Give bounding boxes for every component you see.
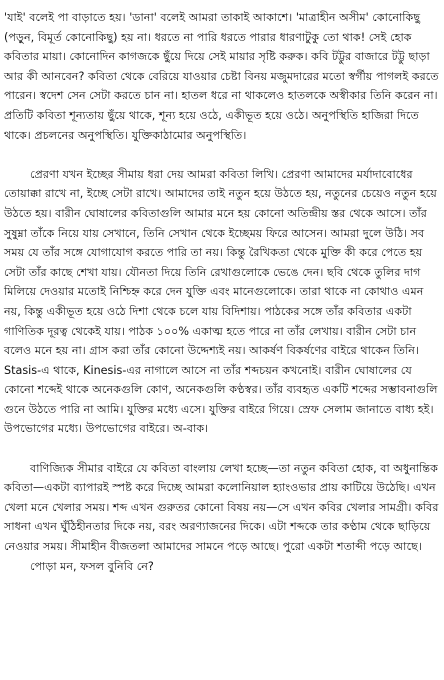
paragraph-4: পোড়া মন, ফসল বুনিবি নে? xyxy=(30,559,154,573)
paragraph-2: প্রেরণা যখন ইচ্ছের সীমায় ধরা দেয় আমরা কবিতা লিখি। প্রেরণা আমাদের মর্যাদাবোধের তোয়াক্কা রাখে না, ইচ্ছে সেটা রাখে। আমাদের তাই নতুন হয়ে উঠতে হয়, নতুনের চেয়েও নতুন হয়ে উঠতে হয়। বারীন ঘোষালের কবিতাগুলি আমার মনে হয় কোনো অতিন্দ্রীয় স্তর থেকে আসে। তাঁর সুষুম্না তাঁকে নিয়ে যায় সেখানে, তিনি সেখান থেকে ইচ্ছেময় ফিরে আসেন। আমরা দুলে উঠি। সব সময় যে তাঁর সঙ্গে যোগাযোগ করতে পারি তা নয়। কিন্তু রৈখিকতা থেকে মুক্তি কী করে পেতে হয় সেটা তাঁর কাছে শেখা যায়। যৌনতা দিয়ে তিনি রেখাগুলোকে ভেঙে দেন। ছবি থেকে তুলির দাগ মিলিয়ে দেওয়ার মতোই নিশ্চিহ্ন করে দেন যুক্তি এবং মানেগুলোকে। তারা থাকে না কোথাও এমন নয়, কিন্তু একীভূত হয়ে ওঠে দিশা থেকে চলে যায় বিদিশায়। পাঠকের সঙ্গে তাঁর কবিতার একটা গাণিতিক দূরত্ব থেকেই যায়। পাঠক ১০০% একাত্ম হতে পারে না তাঁর লেখায়। বারীন সেটা চান বলেও মনে হয় না। গ্রাস করা তাঁর কোনো উদ্দেশ্যই নয়। আকর্ষণ বিকর্ষণের বাইরে থাকেন তিনি। Stasis-এ থাকে, Kinesis-এর নাগালে আসে না তাঁর শব্দচয়ন কখনোই। বারীন ঘোষালের যে কোনো শব্দেই থাকে অনেকগুলি কোণ, অনেকগুলি কণ্ঠস্বর। তাঁর ব্যবহৃত একটি শব্দের সম্ভাবনাগুলি গুনে উঠতে পারি না আমি। যুক্তির মধ্যে এসে। যুক্তির বাইরে গিয়ে। স্রেফ সেলাম জানাতে বাধ্য হই। উপভোগের মধ্যে। উপভোগের বাইরে। অ-বাক। xyxy=(4,167,438,436)
paragraph-gap xyxy=(4,145,440,165)
paragraph-1: 'যাই' বলেই পা বাড়াতে হয়। 'ডানা' বলেই আমরা তাকাই আকাশে। 'মাত্রাহীন অসীম' কোনোকিছু (পড়ুন, বিমূর্ত কোনোকিছু) হয় না। ধরতে না পারি ধরতে পারার ধারণাটুকু তো থাক! সেই হোক কবিতার মায়া। কোনোদিন কাগজকে ছুঁয়ে দিয়ে সেই মায়ার সৃষ্টি করুক। কবি টট্টুর বাজারে টট্টু ছাড়া আর কী আনবেন? কবিতা থেকে বেরিয়ে যাওয়ার চেষ্টা বিনয় মজুমদারের মতো স্বর্গীয় পাগলই করতে পারেন। স্বদেশ সেন সেটা করতে চান না। হাতল ধরে না থাকলেও হাতলকে অস্বীকার তিনি করেন না। প্রতিটি কবিতা শূন্যতায় ছুঁয়ে থাকে, শূন্য হয়ে ওঠে, একীভূত হয়ে ওঠে। অনুপস্থিতি হাজিরা দিতে থাকে। প্রচলনের অনুপস্থিতি। যুক্তিকাঠামোর অনুপস্থিতি। xyxy=(4,11,439,142)
paragraph-3: বাণিজ্যিক সীমার বাইরে যে কবিতা বাংলায় লেখা হচ্ছে—তা নতুন কবিতা হোক, বা অধুনান্তিক কবিতা—একটা ব্যাপারই স্পষ্ট করে দিচ্ছে আমরা কলোনিয়াল হ্যাংওভার প্রায় কাটিয়ে উঠেছি। এখন খেলা মনে খেলার সময়। শব্দ এখন গুরুতর কোনো বিষয় নয়—সে এখন কবির খেলার সামগ্রী। কবির সাধনা এখন ঘুঁঠিহীনতার দিকে নয়, বরং অরণ্যাজনের দিকে। এটা শব্দকে তার কণ্ঠাম থেকে ছাড়িয়ে নেওয়ার সময়। সীমাহীন বীজতলা আমাদের সামনে পড়ে আছে। পুরো একটা শতাব্দী পড়ে আছে। xyxy=(4,461,439,554)
paragraph-gap xyxy=(4,439,440,459)
